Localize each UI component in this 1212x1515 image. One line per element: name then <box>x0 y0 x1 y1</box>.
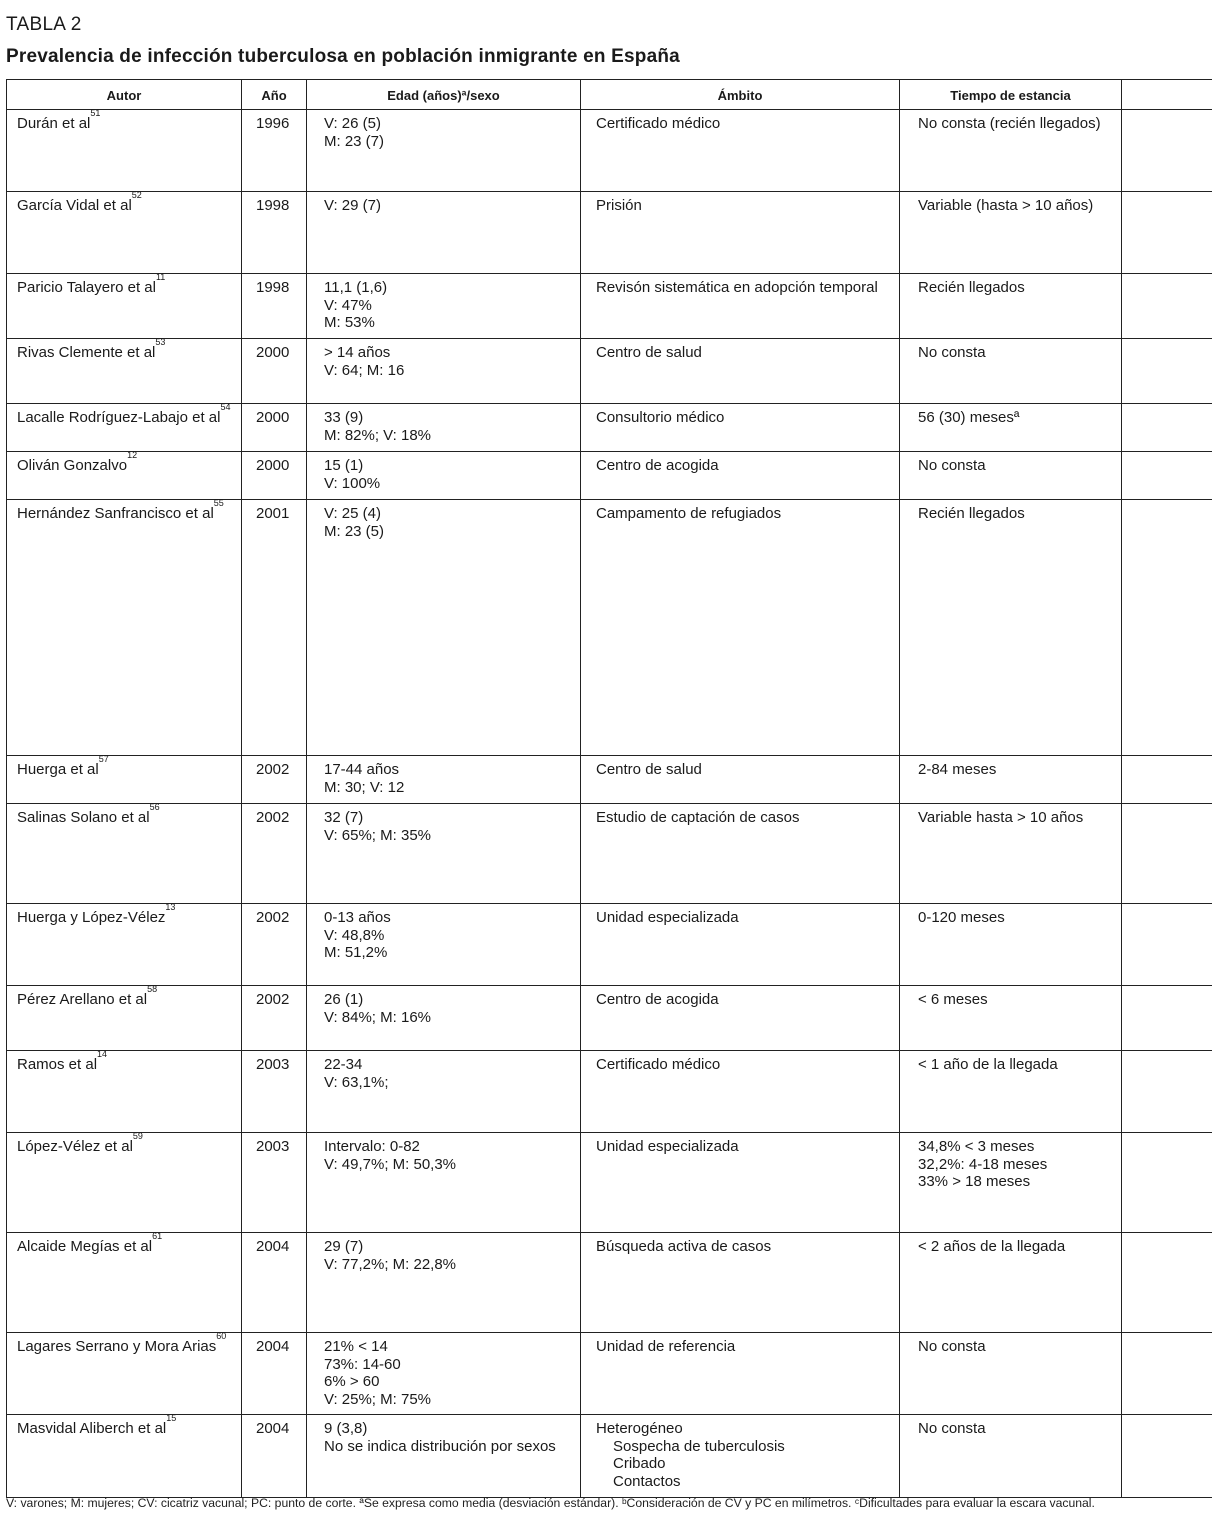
cell-tiempo-line: 34,8% < 3 meses <box>918 1138 1035 1155</box>
author-name: Alcaide Megías et al <box>17 1238 153 1255</box>
cell-edad-line: V: 29 (7) <box>324 197 381 214</box>
cell-tiempo-line: Recién llegados <box>918 505 1025 522</box>
cell-tiempo-line: 0-120 meses <box>918 909 1005 926</box>
prevalence-table <box>6 79 1212 1498</box>
cell-autor <box>7 110 242 192</box>
column-header-edad: Edad (años)ª/sexo <box>307 80 581 110</box>
author-name: Salinas Solano et al <box>17 809 150 826</box>
cell-autor <box>7 804 242 904</box>
cell-edad-line: 9 (3,8) <box>324 1420 368 1437</box>
cell-ambito-line: Contactos <box>613 1472 681 1490</box>
cell-ambito <box>581 756 900 804</box>
table-row <box>7 1133 1212 1233</box>
cell-ano: 2002 <box>242 756 307 804</box>
cell-edad-line: 32 (7) <box>324 809 364 826</box>
cell-autor <box>7 1333 242 1415</box>
cell-autor <box>7 1233 242 1333</box>
cell-autor <box>7 1133 242 1233</box>
cell-ano: 2002 <box>242 904 307 986</box>
cell-ambito <box>581 404 900 452</box>
cell-tiempo-line: No consta <box>918 1420 986 1437</box>
author-name: Oliván Gonzalvo <box>17 457 128 474</box>
cell-tiempo-line: No consta (recién llegados) <box>918 115 1101 132</box>
cell-ambito <box>581 1133 900 1233</box>
cell-edad <box>307 1233 581 1333</box>
reference-number: 57 <box>98 754 109 764</box>
cell-edad-line: M: 51,2% <box>324 944 388 961</box>
cell-edad <box>307 274 581 339</box>
cell-ano: 2004 <box>242 1415 307 1498</box>
author-name: García Vidal et al <box>17 197 132 214</box>
author-name: Lacalle Rodríguez-Labajo et al <box>17 409 221 426</box>
author-name: Hernández Sanfrancisco et al <box>17 505 214 522</box>
table-label: TABLA 2 <box>6 14 82 35</box>
reference-number: 14 <box>97 1049 108 1059</box>
table-row <box>7 986 1212 1051</box>
cell-ambito-line: Prisión <box>596 197 642 214</box>
cell-edad-line: M: 53% <box>324 314 375 331</box>
cell-ambito-line: Campamento de refugiados <box>596 505 782 522</box>
cell-ano: 1998 <box>242 274 307 339</box>
cell-ambito-line: Certificado médico <box>596 1056 721 1073</box>
cell-edad-line: V: 64; M: 16 <box>324 361 405 379</box>
cell-ano: 1996 <box>242 110 307 192</box>
cell-tiempo-line: No consta <box>918 1338 986 1355</box>
cell-ano: 2003 <box>242 1051 307 1133</box>
cell-edad <box>307 500 581 756</box>
cell-tiempo <box>900 1051 1122 1133</box>
cell-autor <box>7 986 242 1051</box>
cell-edad-line: 17-44 años <box>324 761 400 778</box>
column-header-ano: Año <box>242 80 307 110</box>
cell-extra <box>1122 274 1212 339</box>
cell-ambito-line: Centro de acogida <box>596 991 719 1008</box>
cell-edad <box>307 1133 581 1233</box>
table-body <box>7 110 1212 1498</box>
cell-edad <box>307 756 581 804</box>
cell-extra <box>1122 339 1212 404</box>
table-row <box>7 500 1212 756</box>
cell-extra <box>1122 986 1212 1051</box>
cell-extra <box>1122 452 1212 500</box>
reference-number: 12 <box>127 450 138 460</box>
cell-autor <box>7 192 242 274</box>
cell-edad-line: 6% > 60 <box>324 1373 380 1390</box>
cell-autor <box>7 339 242 404</box>
cell-ambito-line: Unidad especializada <box>596 1138 739 1155</box>
cell-extra <box>1122 192 1212 274</box>
table-row <box>7 1233 1212 1333</box>
reference-number: 11 <box>155 272 166 282</box>
table-row <box>7 339 1212 404</box>
cell-tiempo <box>900 1333 1122 1415</box>
cell-edad-line: 26 (1) <box>324 991 364 1008</box>
cell-autor <box>7 1415 242 1498</box>
cell-edad-line: V: 77,2%; M: 22,8% <box>324 1255 457 1273</box>
cell-ambito <box>581 986 900 1051</box>
column-header-ambito: Ámbito <box>581 80 900 110</box>
cell-edad <box>307 404 581 452</box>
cell-ambito <box>581 110 900 192</box>
reference-number: 60 <box>216 1331 227 1341</box>
cell-tiempo <box>900 110 1122 192</box>
cell-tiempo <box>900 500 1122 756</box>
cell-tiempo-line: Recién llegados <box>918 279 1025 296</box>
cell-edad <box>307 986 581 1051</box>
cell-ano: 2003 <box>242 1133 307 1233</box>
cell-extra <box>1122 1415 1212 1498</box>
reference-number: 13 <box>165 902 176 912</box>
cell-ambito <box>581 1233 900 1333</box>
cell-edad <box>307 904 581 986</box>
column-header-extra <box>1122 80 1212 110</box>
cell-ambito-line: Búsqueda activa de casos <box>596 1238 772 1255</box>
cell-tiempo-line: No consta <box>918 344 986 361</box>
author-name: Huerga et al <box>17 761 99 778</box>
cell-ano: 2001 <box>242 500 307 756</box>
cell-ambito-line: Unidad de referencia <box>596 1338 736 1355</box>
author-name: Pérez Arellano et al <box>17 991 148 1008</box>
cell-edad-line: V: 25%; M: 75% <box>324 1390 431 1408</box>
cell-ambito <box>581 1333 900 1415</box>
table-row <box>7 1051 1212 1133</box>
table-row <box>7 804 1212 904</box>
cell-tiempo <box>900 756 1122 804</box>
cell-edad-line: M: 23 (7) <box>324 132 385 150</box>
cell-edad <box>307 192 581 274</box>
cell-tiempo <box>900 986 1122 1051</box>
cell-edad-line: 11,1 (1,6) <box>324 279 388 296</box>
cell-extra <box>1122 1233 1212 1333</box>
cell-edad-line: Intervalo: 0-82 <box>324 1138 420 1155</box>
cell-tiempo-line: 32,2%: 4-18 meses <box>918 1155 1048 1173</box>
cell-ano: 2004 <box>242 1233 307 1333</box>
cell-tiempo <box>900 404 1122 452</box>
cell-edad-line: > 14 años <box>324 344 391 361</box>
cell-edad-line: 29 (7) <box>324 1238 364 1255</box>
cell-tiempo-line: Variable (hasta > 10 años) <box>918 197 1094 214</box>
cell-ambito-line: Centro de salud <box>596 344 702 361</box>
cell-tiempo <box>900 192 1122 274</box>
cell-edad-line: V: 26 (5) <box>324 115 381 132</box>
cell-ambito <box>581 274 900 339</box>
author-name: Paricio Talayero et al <box>17 279 156 296</box>
cell-edad-line: V: 48,8% <box>324 926 385 944</box>
cell-ambito-line: Sospecha de tuberculosis <box>613 1437 785 1455</box>
cell-ano: 2002 <box>242 986 307 1051</box>
cell-edad-line: V: 65%; M: 35% <box>324 826 431 844</box>
cell-edad <box>307 1051 581 1133</box>
cell-edad <box>307 1415 581 1498</box>
cell-ambito-line: Centro de acogida <box>596 457 719 474</box>
table-row <box>7 192 1212 274</box>
cell-tiempo-line: No consta <box>918 457 986 474</box>
cell-ambito-line: Consultorio médico <box>596 409 725 426</box>
cell-ano: 2002 <box>242 804 307 904</box>
table-row <box>7 904 1212 986</box>
cell-edad-line: 21% < 14 <box>324 1338 388 1355</box>
cell-edad-line: M: 23 (5) <box>324 522 385 540</box>
cell-extra <box>1122 110 1212 192</box>
author-name: Huerga y López-Vélez <box>17 909 166 926</box>
cell-ambito <box>581 1051 900 1133</box>
cell-edad <box>307 452 581 500</box>
cell-ambito <box>581 339 900 404</box>
cell-tiempo <box>900 274 1122 339</box>
cell-autor <box>7 404 242 452</box>
cell-ambito-line: Unidad especializada <box>596 909 739 926</box>
cell-edad-line: No se indica distribución por sexos <box>324 1437 556 1455</box>
cell-ano: 1998 <box>242 192 307 274</box>
cell-extra <box>1122 1133 1212 1233</box>
table-row <box>7 1333 1212 1415</box>
cell-ambito <box>581 500 900 756</box>
author-name: Lagares Serrano y Mora Arias <box>17 1338 217 1355</box>
cell-autor <box>7 452 242 500</box>
author-name: Masvidal Aliberch et al <box>17 1420 167 1437</box>
cell-edad-line: 22-34 <box>324 1056 363 1073</box>
cell-autor <box>7 904 242 986</box>
reference-number: 54 <box>220 402 231 412</box>
cell-ano: 2000 <box>242 339 307 404</box>
cell-edad-line: V: 47% <box>324 296 372 314</box>
table-row <box>7 404 1212 452</box>
cell-ambito-line: Revisón sistemática en adopción temporal <box>596 279 878 296</box>
cell-edad-line: V: 49,7%; M: 50,3% <box>324 1155 457 1173</box>
cell-extra <box>1122 500 1212 756</box>
cell-tiempo-line: 56 (30) mesesª <box>918 409 1020 426</box>
table-row <box>7 452 1212 500</box>
cell-ano: 2000 <box>242 404 307 452</box>
cell-tiempo-line: 2-84 meses <box>918 761 997 778</box>
reference-number: 61 <box>152 1231 163 1241</box>
cell-tiempo <box>900 452 1122 500</box>
table-row <box>7 756 1212 804</box>
cell-edad <box>307 804 581 904</box>
cell-autor <box>7 1051 242 1133</box>
cell-edad-line: 33 (9) <box>324 409 364 426</box>
reference-number: 58 <box>147 984 158 994</box>
cell-ambito <box>581 904 900 986</box>
reference-number: 53 <box>155 337 166 347</box>
cell-ambito-line: Cribado <box>613 1455 666 1472</box>
reference-number: 55 <box>213 498 224 508</box>
cell-ambito <box>581 804 900 904</box>
cell-edad <box>307 110 581 192</box>
cell-edad-line: V: 63,1%; <box>324 1073 389 1091</box>
cell-edad-line: V: 25 (4) <box>324 505 381 522</box>
cell-ano: 2000 <box>242 452 307 500</box>
cell-ambito-line: Estudio de captación de casos <box>596 809 800 826</box>
cell-ambito <box>581 1415 900 1498</box>
cell-tiempo <box>900 339 1122 404</box>
cell-tiempo <box>900 804 1122 904</box>
author-name: Durán et al <box>17 115 91 132</box>
reference-number: 56 <box>149 802 160 812</box>
cell-tiempo <box>900 1133 1122 1233</box>
table-row <box>7 1415 1212 1498</box>
cell-tiempo-line: Variable hasta > 10 años <box>918 809 1084 826</box>
cell-autor <box>7 500 242 756</box>
cell-extra <box>1122 804 1212 904</box>
cell-ambito <box>581 192 900 274</box>
table-footnote: V: varones; M: mujeres; CV: cicatriz vacunal; PC: punto de corte. ªSe expresa como media (desviación estándar). ᵇConsideración de CV y PC en milímetros. ᶜDificultades para evaluar la escara vacunal. <box>6 1496 1095 1510</box>
cell-edad-line: V: 84%; M: 16% <box>324 1008 431 1026</box>
cell-extra <box>1122 756 1212 804</box>
cell-extra <box>1122 404 1212 452</box>
cell-autor <box>7 756 242 804</box>
cell-ano: 2004 <box>242 1333 307 1415</box>
author-name: López-Vélez et al <box>17 1138 133 1155</box>
cell-tiempo <box>900 1233 1122 1333</box>
cell-ambito-line: Certificado médico <box>596 115 721 132</box>
cell-extra <box>1122 1333 1212 1415</box>
reference-number: 51 <box>90 108 101 118</box>
column-header-autor: Autor <box>7 80 242 110</box>
reference-number: 59 <box>132 1131 143 1141</box>
author-name: Rivas Clemente et al <box>17 344 156 361</box>
cell-edad-line: M: 30; V: 12 <box>324 778 405 796</box>
cell-edad-line: V: 100% <box>324 474 381 492</box>
cell-tiempo-line: < 6 meses <box>918 991 988 1008</box>
column-header-tiempo: Tiempo de estancia <box>900 80 1122 110</box>
cell-tiempo <box>900 904 1122 986</box>
header-row <box>7 80 1212 110</box>
cell-ambito-line: Centro de salud <box>596 761 702 778</box>
cell-ambito <box>581 452 900 500</box>
cell-edad-line: 73%: 14-60 <box>324 1355 401 1373</box>
cell-edad-line: M: 82%; V: 18% <box>324 426 431 444</box>
cell-tiempo-line: < 2 años de la llegada <box>918 1238 1066 1255</box>
table-row <box>7 110 1212 192</box>
cell-edad-line: 0-13 años <box>324 909 391 926</box>
cell-autor <box>7 274 242 339</box>
table-title: Prevalencia de infección tuberculosa en población inmigrante en España <box>6 46 680 67</box>
cell-edad <box>307 1333 581 1415</box>
cell-ambito-line: Heterogéneo <box>596 1420 683 1437</box>
cell-tiempo-line: 33% > 18 meses <box>918 1173 1031 1190</box>
cell-edad <box>307 339 581 404</box>
reference-number: 52 <box>131 190 142 200</box>
table-row <box>7 274 1212 339</box>
cell-extra <box>1122 1051 1212 1133</box>
author-name: Ramos et al <box>17 1056 98 1073</box>
cell-tiempo <box>900 1415 1122 1498</box>
cell-tiempo-line: < 1 año de la llegada <box>918 1056 1058 1073</box>
cell-extra <box>1122 904 1212 986</box>
cell-edad-line: 15 (1) <box>324 457 364 474</box>
reference-number: 15 <box>166 1413 177 1423</box>
